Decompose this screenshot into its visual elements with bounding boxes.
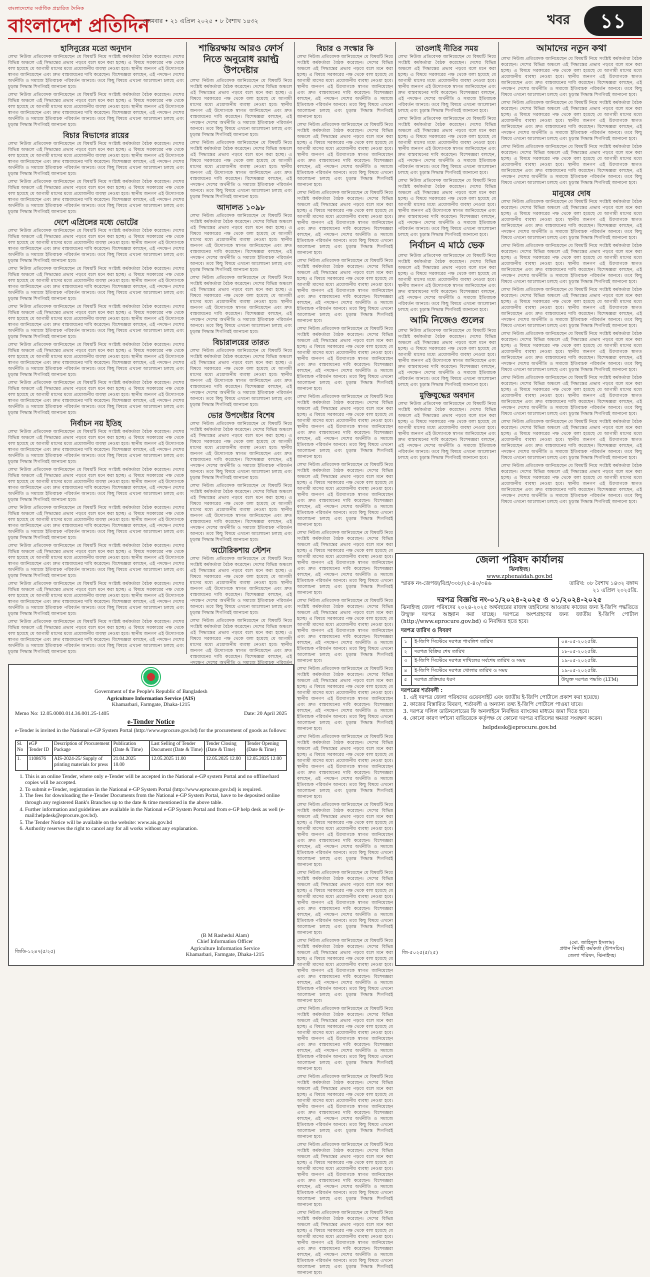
tender-addr: Khamarbari, Farmgate, Dhaka-1215 <box>111 702 191 709</box>
ad-body: ঝিনাইদহ জেলা পরিষদের ২০২৪-২০২৫ অর্থবছরের রাজস্ব তহবিলের আওতায় কাজের জন্য ই-জিপি পদ্ধতিতে উন্মুক্ত দরপত্র আহ্বান করা যাচ্ছে। দরপত্রে অংশগ্রহণের জন্য জাতীয় ই-জিপি পোর্টাল (http://www.eprocure.gov.bd) এ নিবন্ধিত হতে হবে। <box>401 605 638 625</box>
headline: নির্বাচন নয় ইতিহ <box>70 419 122 428</box>
headline: ভোর উপদেষ্টার বিশেষ <box>207 411 275 420</box>
article-body: লেখা নিউজ প্রতিবেদক জানিয়েছেন যে বিষয়টি নিয়ে সংশ্লিষ্ট কর্মকর্তারা বৈঠক করেছেন। দেশের বিভিন্ন অঞ্চলে এই সিদ্ধান্তের প্রভাব পড়বে বলে মনে করা হচ্ছে। এ বিষয়ে সরকারের পক্ষ থেকে বলা হয়েছে যে আগামী মাসের মধ্যে প্রয়োজনীয় ব্যবস্থা নেওয়া হবে। স্থানীয় জনগণ এই উদ্যোগকে স্বাগত জানিয়েছেন এবং দ্রুত বাস্তবায়নের দাবি করেছেন। বিশেষজ্ঞরা বলছেন, এই পদক্ষেপ দেশের অর্থনীতি ও সমাজে ইতিবাচক পরিবর্তন আনবে। তবে কিছু বিষয়ে এখনো আলোচনা চলছে এবং চূড়ান্ত সিদ্ধান্ত শিগগিরই জানানো হবে। <box>190 276 292 335</box>
headline: তাওলাই নীতির সময় <box>415 44 479 53</box>
masthead <box>8 4 642 39</box>
article-body: লেখা নিউজ প্রতিবেদক জানিয়েছেন যে বিষয়টি নিয়ে সংশ্লিষ্ট কর্মকর্তারা বৈঠক করেছেন। দেশের বিভিন্ন অঞ্চলে এই সিদ্ধান্তের প্রভাব পড়বে বলে মনে করা হচ্ছে। এ বিষয়ে সরকারের পক্ষ থেকে বলা হয়েছে যে আগামী মাসের মধ্যে প্রয়োজনীয় ব্যবস্থা নেওয়া হবে। স্থানীয় জনগণ এই উদ্যোগকে স্বাগত জানিয়েছেন এবং দ্রুত বাস্তবায়নের দাবি করেছেন। বিশেষজ্ঞরা বলছেন, এই পদক্ষেপ দেশের অর্থনীতি ও সমাজে ইতিবাচক পরিবর্তন আনবে। তবে কিছু বিষয়ে এখনো আলোচনা চলছে এবং চূড়ান্ত সিদ্ধান্ত শিগগিরই জানানো হবে। <box>190 422 292 481</box>
table-row: ৩ ই-জিপি সিস্টেমে দরপত্র দাখিলের সর্বশেষ তারিখ ও সময় ১৯-০৫-২০২৫খ্রি. <box>402 657 638 667</box>
article-body: লেখা নিউজ প্রতিবেদক জানিয়েছেন যে বিষয়টি নিয়ে সংশ্লিষ্ট কর্মকর্তারা বৈঠক করেছেন। দেশের বিভিন্ন অঞ্চলে এই সিদ্ধান্তের প্রভাব পড়বে বলে মনে করা হচ্ছে। এ বিষয়ে সরকারের পক্ষ থেকে বলা হয়েছে যে আগামী মাসের মধ্যে প্রয়োজনীয় ব্যবস্থা নেওয়া হবে। স্থানীয় জনগণ এই উদ্যোগকে স্বাগত জানিয়েছেন এবং দ্রুত বাস্তবায়নের দাবি করেছেন। বিশেষজ্ঞরা বলছেন, এই পদক্ষেপ দেশের অর্থনীতি ও সমাজে ইতিবাচক পরিবর্তন আনবে। তবে কিছু বিষয়ে এখনো আলোচনা চলছে এবং চূড়ান্ত সিদ্ধান্ত শিগগিরই জানানো হবে। <box>297 803 393 868</box>
article-body: লেখা নিউজ প্রতিবেদক জানিয়েছেন যে বিষয়টি নিয়ে সংশ্লিষ্ট কর্মকর্তারা বৈঠক করেছেন। দেশের বিভিন্ন অঞ্চলে এই সিদ্ধান্তের প্রভাব পড়বে বলে মনে করা হচ্ছে। এ বিষয়ে সরকারের পক্ষ থেকে বলা হয়েছে যে আগামী মাসের মধ্যে প্রয়োজনীয় ব্যবস্থা নেওয়া হবে। স্থানীয় জনগণ এই উদ্যোগকে স্বাগত জানিয়েছেন এবং দ্রুত বাস্তবায়নের দাবি করেছেন। বিশেষজ্ঞরা বলছেন, এই পদক্ষেপ দেশের অর্থনীতি ও সমাজে ইতিবাচক পরিবর্তন আনবে। তবে কিছু বিষয়ে এখনো আলোচনা চলছে এবং চূড়ান্ত সিদ্ধান্ত শিগগিরই জানানো হবে। <box>398 117 496 176</box>
tender-intro: e-Tender is invited in the National e-GP System Portal (http://www.eprocure.gov.bd) for the procurement of goods as follows: <box>15 727 287 734</box>
table-row: ৫ দরপত্র প্রক্রিয়ার ধরণ উন্মুক্ত দরপত্র পদ্ধতি (LTM) <box>402 676 638 686</box>
article-body: লেখা নিউজ প্রতিবেদক জানিয়েছেন যে বিষয়টি নিয়ে সংশ্লিষ্ট কর্মকর্তারা বৈঠক করেছেন। দেশের বিভিন্ন অঞ্চলে এই সিদ্ধান্তের প্রভাব পড়বে বলে মনে করা হচ্ছে। এ বিষয়ে সরকারের পক্ষ থেকে বলা হয়েছে যে আগামী মাসের মধ্যে প্রয়োজনীয় ব্যবস্থা নেওয়া হবে। স্থানীয় জনগণ এই উদ্যোগকে স্বাগত জানিয়েছেন এবং দ্রুত বাস্তবায়নের দাবি করেছেন। বিশেষজ্ঞরা বলছেন, এই পদক্ষেপ দেশের অর্থনীতি ও সমাজে ইতিবাচক পরিবর্তন আনবে। তবে কিছু বিষয়ে এখনো আলোচনা চলছে এবং চূড়ান্ত সিদ্ধান্ত শিগগিরই জানানো হবে। <box>8 93 184 128</box>
table-header: eGP Tender ID <box>27 740 52 755</box>
article-body: লেখা নিউজ প্রতিবেদক জানিয়েছেন যে বিষয়টি নিয়ে সংশ্লিষ্ট কর্মকর্তারা বৈঠক করেছেন। দেশের বিভিন্ন অঞ্চলে এই সিদ্ধান্তের প্রভাব পড়বে বলে মনে করা হচ্ছে। এ বিষয়ে সরকারের পক্ষ থেকে বলা হয়েছে যে আগামী মাসের মধ্যে প্রয়োজনীয় ব্যবস্থা নেওয়া হবে। স্থানীয় জনগণ এই উদ্যোগকে স্বাগত জানিয়েছেন এবং দ্রুত বাস্তবায়নের দাবি করেছেন। বিশেষজ্ঞরা বলছেন, এই পদক্ষেপ দেশের অর্থনীতি ও সমাজে ইতিবাচক পরিবর্তন আনবে। তবে কিছু বিষয়ে এখনো আলোচনা চলছে এবং চূড়ান্ত সিদ্ধান্ত শিগগিরই জানানো হবে। <box>190 141 292 200</box>
table-header: Tender Opening (Date & Time) <box>245 740 286 755</box>
article-body: লেখা নিউজ প্রতিবেদক জানিয়েছেন যে বিষয়টি নিয়ে সংশ্লিষ্ট কর্মকর্তারা বৈঠক করেছেন। দেশের বিভিন্ন অঞ্চলে এই সিদ্ধান্তের প্রভাব পড়বে বলে মনে করা হচ্ছে। এ বিষয়ে সরকারের পক্ষ থেকে বলা হয়েছে যে আগামী মাসের মধ্যে প্রয়োজনীয় ব্যবস্থা নেওয়া হবে। স্থানীয় জনগণ এই উদ্যোগকে স্বাগত জানিয়েছেন এবং দ্রুত বাস্তবায়নের দাবি করেছেন। বিশেষজ্ঞরা বলছেন, এই পদক্ষেপ দেশের অর্থনীতি ও সমাজে ইতিবাচক পরিবর্তন আনবে। তবে কিছু বিষয়ে এখনো আলোচনা চলছে এবং চূড়ান্ত সিদ্ধান্ত শিগগিরই জানানো হবে। <box>297 1007 393 1072</box>
ad-website[interactable]: www.zphenaidah.gov.bd <box>486 574 553 580</box>
article-body: লেখা নিউজ প্রতিবেদক জানিয়েছেন যে বিষয়টি নিয়ে সংশ্লিষ্ট কর্মকর্তারা বৈঠক করেছেন। দেশের বিভিন্ন অঞ্চলে এই সিদ্ধান্তের প্রভাব পড়বে বলে মনে করা হচ্ছে। এ বিষয়ে সরকারের পক্ষ থেকে বলা হয়েছে যে আগামী মাসের মধ্যে প্রয়োজনীয় ব্যবস্থা নেওয়া হবে। স্থানীয় জনগণ এই উদ্যোগকে স্বাগত জানিয়েছেন এবং দ্রুত বাস্তবায়নের দাবি করেছেন। বিশেষজ্ঞরা বলছেন, এই পদক্ষেপ দেশের অর্থনীতি ও সমাজে ইতিবাচক পরিবর্তন আনবে। তবে কিছু বিষয়ে এখনো আলোচনা চলছে এবং চূড়ান্ত সিদ্ধান্ত শিগগিরই জানানো হবে। <box>297 667 393 732</box>
table-header: Last Selling of Tender Document (Date & Time) <box>150 740 205 755</box>
article-body: লেখা নিউজ প্রতিবেদক জানিয়েছেন যে বিষয়টি নিয়ে সংশ্লিষ্ট কর্মকর্তারা বৈঠক করেছেন। দেশের বিভিন্ন অঞ্চলে এই সিদ্ধান্তের প্রভাব পড়বে বলে মনে করা হচ্ছে। এ বিষয়ে সরকারের পক্ষ থেকে বলা হয়েছে যে আগামী মাসের মধ্যে প্রয়োজনীয় ব্যবস্থা নেওয়া হবে। স্থানীয় জনগণ এই উদ্যোগকে স্বাগত জানিয়েছেন এবং দ্রুত বাস্তবায়নের দাবি করেছেন। বিশেষজ্ঞরা বলছেন, এই পদক্ষেপ দেশের অর্থনীতি ও সমাজে ইতিবাচক পরিবর্তন আনবে। তবে কিছু বিষয়ে এখনো আলোচনা চলছে এবং চূড়ান্ত সিদ্ধান্ত শিগগিরই জানানো হবে। <box>297 735 393 800</box>
ad-date2: ২১ এপ্রিল ২০২৫খ্রি. <box>592 588 638 594</box>
ad-code: জি-৫০২৫(৫/২৫) <box>402 950 438 956</box>
list-item: 3. দরপত্র দলিল ডাউনলোডের ফি অনলাইনে নিবন্ধিত ব্যাংকের মাধ্যমে জমা দিতে হবে। <box>410 709 638 716</box>
article-body: লেখা নিউজ প্রতিবেদক জানিয়েছেন যে বিষয়টি নিয়ে সংশ্লিষ্ট কর্মকর্তারা বৈঠক করেছেন। দেশের বিভিন্ন অঞ্চলে এই সিদ্ধান্তের প্রভাব পড়বে বলে মনে করা হচ্ছে। এ বিষয়ে সরকারের পক্ষ থেকে বলা হয়েছে যে আগামী মাসের মধ্যে প্রয়োজনীয় ব্যবস্থা নেওয়া হবে। স্থানীয় জনগণ এই উদ্যোগকে স্বাগত জানিয়েছেন এবং দ্রুত বাস্তবায়নের দাবি করেছেন। বিশেষজ্ঞরা বলছেন, এই পদক্ষেপ দেশের অর্থনীতি ও সমাজে ইতিবাচক পরিবর্তন আনবে। তবে কিছু বিষয়ে এখনো আলোচনা চলছে এবং চূড়ান্ত সিদ্ধান্ত শিগগিরই জানানো হবে। <box>8 305 184 340</box>
tender-gov: Government of the People's Republic of Bangladesh <box>94 689 208 695</box>
ad-signature: (মো. জাহিদুল ইসলাম) প্রধান নির্বাহী কর্মকর্তা (উপসচিব) জেলা পরিষদ, ঝিনাইদহ। <box>559 939 625 959</box>
list-item: 4. কোনো কারণ দর্শানো ব্যতিরেকে কর্তৃপক্ষ যে কোনো দরপত্র বাতিলের ক্ষমতা সংরক্ষণ করেন। <box>410 716 638 723</box>
article-body: লেখা নিউজ প্রতিবেদক জানিয়েছেন যে বিষয়টি নিয়ে সংশ্লিষ্ট কর্মকর্তারা বৈঠক করেছেন। দেশের বিভিন্ন অঞ্চলে এই সিদ্ধান্তের প্রভাব পড়বে বলে মনে করা হচ্ছে। এ বিষয়ে সরকারের পক্ষ থেকে বলা হয়েছে যে আগামী মাসের মধ্যে প্রয়োজনীয় ব্যবস্থা নেওয়া হবে। স্থানীয় জনগণ এই উদ্যোগকে স্বাগত জানিয়েছেন এবং দ্রুত বাস্তবায়নের দাবি করেছেন। বিশেষজ্ঞরা বলছেন, এই পদক্ষেপ দেশের অর্থনীতি ও সমাজে ইতিবাচক পরিবর্তন আনবে। তবে কিছু বিষয়ে এখনো আলোচনা চলছে এবং চূড়ান্ত সিদ্ধান্ত শিগগিরই জানানো হবে। <box>501 288 642 329</box>
article-body: লেখা নিউজ প্রতিবেদক জানিয়েছেন যে বিষয়টি নিয়ে সংশ্লিষ্ট কর্মকর্তারা বৈঠক করেছেন। দেশের বিভিন্ন অঞ্চলে এই সিদ্ধান্তের প্রভাব পড়বে বলে মনে করা হচ্ছে। এ বিষয়ে সরকারের পক্ষ থেকে বলা হয়েছে যে আগামী মাসের মধ্যে প্রয়োজনীয় ব্যবস্থা নেওয়া হবে। স্থানীয় জনগণ এই উদ্যোগকে স্বাগত জানিয়েছেন এবং দ্রুত বাস্তবায়নের দাবি করেছেন। বিশেষজ্ঞরা বলছেন, এই পদক্ষেপ দেশের অর্থনীতি ও সমাজে ইতিবাচক পরিবর্তন আনবে। তবে কিছু বিষয়ে এখনো আলোচনা চলছে এবং চূড়ান্ত সিদ্ধান্ত শিগগিরই জানানো হবে। <box>8 267 184 302</box>
newspaper-logo: বাংলাদেশের সর্বাধিক প্রচারিত দৈনিক বাংলাদেশ প্রতিদিন <box>8 6 150 37</box>
headline: হাসিনুরের মতো অনুদান <box>60 44 132 53</box>
headline: নির্বাচন এ মাঠে ভেক <box>409 241 485 251</box>
article-body: লেখা নিউজ প্রতিবেদক জানিয়েছেন যে বিষয়টি নিয়ে সংশ্লিষ্ট কর্মকর্তারা বৈঠক করেছেন। দেশের বিভিন্ন অঞ্চলে এই সিদ্ধান্তের প্রভাব পড়বে বলে মনে করা হচ্ছে। এ বিষয়ে সরকারের পক্ষ থেকে বলা হয়েছে যে আগামী মাসের মধ্যে প্রয়োজনীয় ব্যবস্থা নেওয়া হবে। স্থানীয় জনগণ এই উদ্যোগকে স্বাগত জানিয়েছেন এবং দ্রুত বাস্তবায়নের দাবি করেছেন। বিশেষজ্ঞরা বলছেন, এই পদক্ষেপ দেশের অর্থনীতি ও সমাজে ইতিবাচক পরিবর্তন আনবে। তবে কিছু বিষয়ে এখনো আলোচনা চলছে এবং চূড়ান্ত সিদ্ধান্ত শিগগিরই জানানো হবে। <box>8 544 184 579</box>
article-body: লেখা নিউজ প্রতিবেদক জানিয়েছেন যে বিষয়টি নিয়ে সংশ্লিষ্ট কর্মকর্তারা বৈঠক করেছেন। দেশের বিভিন্ন অঞ্চলে এই সিদ্ধান্তের প্রভাব পড়বে বলে মনে করা হচ্ছে। এ বিষয়ে সরকারের পক্ষ থেকে বলা হয়েছে যে আগামী মাসের মধ্যে প্রয়োজনীয় ব্যবস্থা নেওয়া হবে। স্থানীয় জনগণ এই উদ্যোগকে স্বাগত জানিয়েছেন এবং দ্রুত বাস্তবায়নের দাবি করেছেন। বিশেষজ্ঞরা বলছেন, এই পদক্ষেপ দেশের অর্থনীতি ও সমাজে ইতিবাচক পরিবর্তন আনবে। তবে কিছু বিষয়ে এখনো আলোচনা চলছে এবং চূড়ান্ত সিদ্ধান্ত শিগগিরই জানানো হবে। <box>190 214 292 273</box>
article-body: লেখা নিউজ প্রতিবেদক জানিয়েছেন যে বিষয়টি নিয়ে সংশ্লিষ্ট কর্মকর্তারা বৈঠক করেছেন। দেশের বিভিন্ন অঞ্চলে এই সিদ্ধান্তের প্রভাব পড়বে বলে মনে করা হচ্ছে। এ বিষয়ে সরকারের পক্ষ থেকে বলা হয়েছে যে আগামী মাসের মধ্যে প্রয়োজনীয় ব্যবস্থা নেওয়া হবে। স্থানীয় জনগণ এই উদ্যোগকে স্বাগত জানিয়েছেন এবং দ্রুত বাস্তবায়নের দাবি করেছেন। বিশেষজ্ঞরা বলছেন, এই পদক্ষেপ দেশের অর্থনীতি ও সমাজে ইতিবাচক পরিবর্তন আনবে। তবে কিছু বিষয়ে এখনো আলোচনা চলছে এবং চূড়ান্ত সিদ্ধান্ত শিগগিরই জানানো হবে। <box>501 57 642 98</box>
headline: অটোরিকশায় স্টেশন <box>211 546 271 555</box>
article-body: লেখা নিউজ প্রতিবেদক জানিয়েছেন যে বিষয়টি নিয়ে সংশ্লিষ্ট কর্মকর্তারা বৈঠক করেছেন। দেশের বিভিন্ন অঞ্চলে এই সিদ্ধান্তের প্রভাব পড়বে বলে মনে করা হচ্ছে। এ বিষয়ে সরকারের পক্ষ থেকে বলা হয়েছে যে আগামী মাসের মধ্যে প্রয়োজনীয় ব্যবস্থা নেওয়া হবে। স্থানীয় জনগণ এই উদ্যোগকে স্বাগত জানিয়েছেন এবং দ্রুত বাস্তবায়নের দাবি করেছেন। বিশেষজ্ঞরা বলছেন, এই পদক্ষেপ দেশের অর্থনীতি ও সমাজে ইতিবাচক পরিবর্তন আনবে। তবে কিছু বিষয়ে এখনো আলোচনা চলছে এবং চূড়ান্ত সিদ্ধান্ত শিগগিরই জানানো হবে। <box>398 55 496 114</box>
article-body: লেখা নিউজ প্রতিবেদক জানিয়েছেন যে বিষয়টি নিয়ে সংশ্লিষ্ট কর্মকর্তারা বৈঠক করেছেন। দেশের বিভিন্ন অঞ্চলে এই সিদ্ধান্তের প্রভাব পড়বে বলে মনে করা হচ্ছে। এ বিষয়ে সরকারের পক্ষ থেকে বলা হয়েছে যে আগামী মাসের মধ্যে প্রয়োজনীয় ব্যবস্থা নেওয়া হবে। স্থানীয় জনগণ এই উদ্যোগকে স্বাগত জানিয়েছেন এবং দ্রুত বাস্তবায়নের দাবি করেছেন। বিশেষজ্ঞরা বলছেন, এই পদক্ষেপ দেশের অর্থনীতি ও সমাজে ইতিবাচক পরিবর্তন আনবে। তবে কিছু বিষয়ে এখনো আলোচনা চলছে এবং চূড়ান্ত সিদ্ধান্ত শিগগিরই জানানো হবে। <box>297 395 393 460</box>
page-number: ১১ <box>584 6 642 36</box>
list-item: 2. কাজের বিস্তারিত বিবরণ, শর্তাবলী ও অন্যান্য তথ্য ই-জিপি পোর্টালে পাওয়া যাবে। <box>410 702 638 709</box>
article-body: লেখা নিউজ প্রতিবেদক জানিয়েছেন যে বিষয়টি নিয়ে সংশ্লিষ্ট কর্মকর্তারা বৈঠক করেছেন। দেশের বিভিন্ন অঞ্চলে এই সিদ্ধান্তের প্রভাব পড়বে বলে মনে করা হচ্ছে। এ বিষয়ে সরকারের পক্ষ থেকে বলা হয়েছে যে আগামী মাসের মধ্যে প্রয়োজনীয় ব্যবস্থা নেওয়া হবে। স্থানীয় জনগণ এই উদ্যোগকে স্বাগত জানিয়েছেন এবং দ্রুত বাস্তবায়নের দাবি করেছেন। বিশেষজ্ঞরা বলছেন, এই পদক্ষেপ দেশের অর্থনীতি ও সমাজে ইতিবাচক পরিবর্তন আনবে। তবে কিছু বিষয়ে এখনো আলোচনা চলছে এবং চূড়ান্ত সিদ্ধান্ত শিগগিরই জানানো হবে। <box>8 506 184 541</box>
ad-district: ঝিনাইদহ। <box>509 567 530 573</box>
list-item: 2. To submit e-Tender, registration in the National e-GP System Portal (http://www.eprocure.gov.bd) is required. <box>25 787 287 794</box>
government-seal-icon <box>141 667 161 687</box>
dateline: সোমবার • ২১ এপ্রিল ২০২৫ • ৮ বৈশাখ ১৪৩২ <box>143 18 259 25</box>
article-body: লেখা নিউজ প্রতিবেদক জানিয়েছেন যে বিষয়টি নিয়ে সংশ্লিষ্ট কর্মকর্তারা বৈঠক করেছেন। দেশের বিভিন্ন অঞ্চলে এই সিদ্ধান্তের প্রভাব পড়বে বলে মনে করা হচ্ছে। এ বিষয়ে সরকারের পক্ষ থেকে বলা হয়েছে যে আগামী মাসের মধ্যে প্রয়োজনীয় ব্যবস্থা নেওয়া হবে। স্থানীয় জনগণ এই উদ্যোগকে স্বাগত জানিয়েছেন এবং দ্রুত বাস্তবায়নের দাবি করেছেন। বিশেষজ্ঞরা বলছেন, এই পদক্ষেপ দেশের অর্থনীতি ও সমাজে ইতিবাচক পরিবর্তন আনবে। তবে কিছু বিষয়ে এখনো আলোচনা চলছে এবং চূড়ান্ত সিদ্ধান্ত শিগগিরই জানানো হবে। <box>297 1143 393 1208</box>
article-body: লেখা নিউজ প্রতিবেদক জানিয়েছেন যে বিষয়টি নিয়ে সংশ্লিষ্ট কর্মকর্তারা বৈঠক করেছেন। দেশের বিভিন্ন অঞ্চলে এই সিদ্ধান্তের প্রভাব পড়বে বলে মনে করা হচ্ছে। এ বিষয়ে সরকারের পক্ষ থেকে বলা হয়েছে যে আগামী মাসের মধ্যে প্রয়োজনীয় ব্যবস্থা নেওয়া হবে। স্থানীয় জনগণ এই উদ্যোগকে স্বাগত জানিয়েছেন এবং দ্রুত বাস্তবায়নের দাবি করেছেন। বিশেষজ্ঞরা বলছেন, এই পদক্ষেপ দেশের অর্থনীতি ও সমাজে ইতিবাচক পরিবর্তন আনবে। তবে কিছু বিষয়ে এখনো আলোচনা চলছে এবং চূড়ান্ত সিদ্ধান্ত শিগগিরই জানানো হবে। <box>190 79 292 138</box>
article-body: লেখা নিউজ প্রতিবেদক জানিয়েছেন যে বিষয়টি নিয়ে সংশ্লিষ্ট কর্মকর্তারা বৈঠক করেছেন। দেশের বিভিন্ন অঞ্চলে এই সিদ্ধান্তের প্রভাব পড়বে বলে মনে করা হচ্ছে। এ বিষয়ে সরকারের পক্ষ থেকে বলা হয়েছে যে আগামী মাসের মধ্যে প্রয়োজনীয় ব্যবস্থা নেওয়া হবে। স্থানীয় জনগণ এই উদ্যোগকে স্বাগত জানিয়েছেন এবং দ্রুত বাস্তবায়নের দাবি করেছেন। বিশেষজ্ঞরা বলছেন, এই পদক্ষেপ দেশের অর্থনীতি ও সমাজে ইতিবাচক পরিবর্তন আনবে। তবে কিছু বিষয়ে এখনো আলোচনা চলছে এবং চূড়ান্ত সিদ্ধান্ত শিগগিরই জানানো হবে। <box>297 871 393 936</box>
article-body: লেখা নিউজ প্রতিবেদক জানিয়েছেন যে বিষয়টি নিয়ে সংশ্লিষ্ট কর্মকর্তারা বৈঠক করেছেন। দেশের বিভিন্ন অঞ্চলে এই সিদ্ধান্তের প্রভাব পড়বে বলে মনে করা হচ্ছে। এ বিষয়ে সরকারের পক্ষ থেকে বলা হয়েছে যে আগামী মাসের মধ্যে প্রয়োজনীয় ব্যবস্থা নেওয়া হবে। স্থানীয় জনগণ এই উদ্যোগকে স্বাগত জানিয়েছেন এবং দ্রুত বাস্তবায়নের দাবি করেছেন। বিশেষজ্ঞরা বলছেন, এই পদক্ষেপ দেশের অর্থনীতি ও সমাজে ইতিবাচক পরিবর্তন আনবে। তবে কিছু বিষয়ে এখনো আলোচনা চলছে এবং চূড়ান্ত সিদ্ধান্ত শিগগিরই জানানো হবে। <box>501 376 642 417</box>
article-body: লেখা নিউজ প্রতিবেদক জানিয়েছেন যে বিষয়টি নিয়ে সংশ্লিষ্ট কর্মকর্তারা বৈঠক করেছেন। দেশের বিভিন্ন অঞ্চলে এই সিদ্ধান্তের প্রভাব পড়বে বলে মনে করা হচ্ছে। এ বিষয়ে সরকারের পক্ষ থেকে বলা হয়েছে যে আগামী মাসের মধ্যে প্রয়োজনীয় ব্যবস্থা নেওয়া হবে। স্থানীয় জনগণ এই উদ্যোগকে স্বাগত জানিয়েছেন এবং দ্রুত বাস্তবায়নের দাবি করেছেন। বিশেষজ্ঞরা বলছেন, এই পদক্ষেপ দেশের অর্থনীতি ও সমাজে ইতিবাচক পরিবর্তন আনবে। তবে কিছু বিষয়ে এখনো আলোচনা চলছে এবং চূড়ান্ত সিদ্ধান্ত শিগগিরই জানানো হবে। <box>297 531 393 596</box>
article-body: লেখা নিউজ প্রতিবেদক জানিয়েছেন যে বিষয়টি নিয়ে সংশ্লিষ্ট কর্মকর্তারা বৈঠক করেছেন। দেশের বিভিন্ন অঞ্চলে এই সিদ্ধান্তের প্রভাব পড়বে বলে মনে করা হচ্ছে। এ বিষয়ে সরকারের পক্ষ থেকে বলা হয়েছে যে আগামী মাসের মধ্যে প্রয়োজনীয় ব্যবস্থা নেওয়া হবে। স্থানীয় জনগণ এই উদ্যোগকে স্বাগত জানিয়েছেন এবং দ্রুত বাস্তবায়নের দাবি করেছেন। বিশেষজ্ঞরা বলছেন, এই পদক্ষেপ দেশের অর্থনীতি ও সমাজে ইতিবাচক পরিবর্তন আনবে। তবে কিছু বিষয়ে এখনো আলোচনা চলছে এবং চূড়ান্ত সিদ্ধান্ত শিগগিরই জানানো হবে। <box>501 332 642 373</box>
article-column-5 <box>501 44 642 547</box>
headline: বিচার বিভাগের রায়ের <box>63 131 129 140</box>
article-body: লেখা নিউজ প্রতিবেদক জানিয়েছেন যে বিষয়টি নিয়ে সংশ্লিষ্ট কর্মকর্তারা বৈঠক করেছেন। দেশের বিভিন্ন অঞ্চলে এই সিদ্ধান্তের প্রভাব পড়বে বলে মনে করা হচ্ছে। এ বিষয়ে সরকারের পক্ষ থেকে বলা হয়েছে যে আগামী মাসের মধ্যে প্রয়োজনীয় ব্যবস্থা নেওয়া হবে। স্থানীয় জনগণ এই উদ্যোগকে স্বাগত জানিয়েছেন এবং দ্রুত বাস্তবায়নের দাবি করেছেন। বিশেষজ্ঞরা বলছেন, এই পদক্ষেপ দেশের অর্থনীতি ও সমাজে ইতিবাচক পরিবর্তন আনবে। তবে কিছু বিষয়ে এখনো আলোচনা চলছে এবং চূড়ান্ত সিদ্ধান্ত শিগগিরই জানানো হবে। <box>297 463 393 528</box>
list-item: 4. Further information and guidelines are available in the National e-GP System Portal and from e-GP help desk as well (e-mail:helpdesk@eprocure.gov.bd). <box>25 807 287 820</box>
ad-conditions-title: দরপত্রের শর্তাবলী : <box>401 687 443 694</box>
article-body: লেখা নিউজ প্রতিবেদক জানিয়েছেন যে বিষয়টি নিয়ে সংশ্লিষ্ট কর্মকর্তারা বৈঠক করেছেন। দেশের বিভিন্ন অঞ্চলে এই সিদ্ধান্তের প্রভাব পড়বে বলে মনে করা হচ্ছে। এ বিষয়ে সরকারের পক্ষ থেকে বলা হয়েছে যে আগামী মাসের মধ্যে প্রয়োজনীয় ব্যবস্থা নেওয়া হবে। স্থানীয় জনগণ এই উদ্যোগকে স্বাগত জানিয়েছেন এবং দ্রুত বাস্তবায়নের দাবি করেছেন। বিশেষজ্ঞরা বলছেন, এই পদক্ষেপ দেশের অর্থনীতি ও সমাজে ইতিবাচক পরিবর্তন আনবে। তবে কিছু বিষয়ে এখনো আলোচনা চলছে এবং চূড়ান্ত সিদ্ধান্ত শিগগিরই জানানো হবে। <box>8 229 184 264</box>
list-item: 1. এই দরপত্র জেলা পরিষদের ওয়েবসাইট এবং জাতীয় ই-জিপি পোর্টালে প্রকাশ করা হয়েছে। <box>410 695 638 702</box>
article-body: লেখা নিউজ প্রতিবেদক জানিয়েছেন যে বিষয়টি নিয়ে সংশ্লিষ্ট কর্মকর্তারা বৈঠক করেছেন। দেশের বিভিন্ন অঞ্চলে এই সিদ্ধান্তের প্রভাব পড়বে বলে মনে করা হচ্ছে। এ বিষয়ে সরকারের পক্ষ থেকে বলা হয়েছে যে আগামী মাসের মধ্যে প্রয়োজনীয় ব্যবস্থা নেওয়া হবে। স্থানীয় জনগণ এই উদ্যোগকে স্বাগত জানিয়েছেন এবং দ্রুত বাস্তবায়নের দাবি করেছেন। বিশেষজ্ঞরা বলছেন, এই পদক্ষেপ দেশের অর্থনীতি ও সমাজে ইতিবাচক পরিবর্তন আনবে। তবে কিছু বিষয়ে এখনো আলোচনা চলছে এবং চূড়ান্ত সিদ্ধান্ত শিগগিরই জানানো হবে। <box>8 430 184 465</box>
tender-table <box>15 740 287 771</box>
table-header: Sl. No <box>16 740 28 755</box>
article-column-1 <box>8 44 184 656</box>
table-header: Tender Closing (Date & Time) <box>204 740 245 755</box>
article-body: লেখা নিউজ প্রতিবেদক জানিয়েছেন যে বিষয়টি নিয়ে সংশ্লিষ্ট কর্মকর্তারা বৈঠক করেছেন। দেশের বিভিন্ন অঞ্চলে এই সিদ্ধান্তের প্রভাব পড়বে বলে মনে করা হচ্ছে। এ বিষয়ে সরকারের পক্ষ থেকে বলা হয়েছে যে আগামী মাসের মধ্যে প্রয়োজনীয় ব্যবস্থা নেওয়া হবে। স্থানীয় জনগণ এই উদ্যোগকে স্বাগত জানিয়েছেন এবং দ্রুত বাস্তবায়নের দাবি করেছেন। বিশেষজ্ঞরা বলছেন, এই পদক্ষেপ দেশের অর্থনীতি ও সমাজে ইতিবাচক পরিবর্তন আনবে। তবে কিছু বিষয়ে এখনো আলোচনা চলছে এবং চূড়ান্ত সিদ্ধান্ত শিগগিরই জানানো হবে। <box>297 191 393 256</box>
table-header: Publication (Date & Time) <box>112 740 150 755</box>
table-row: ১ ই-জিপি সিস্টেমে দরপত্র পাবলিশ তারিখ ০৪-০৫-২০২৫খ্রি. <box>402 638 638 648</box>
tender-memo: Memo No: 12.05.0000.014.36.001.25-1405 <box>15 710 110 717</box>
tender-code: জিডি-১২৪৭(৫/২৫) <box>15 950 56 956</box>
article-body: লেখা নিউজ প্রতিবেদক জানিয়েছেন যে বিষয়টি নিয়ে সংশ্লিষ্ট কর্মকর্তারা বৈঠক করেছেন। দেশের বিভিন্ন অঞ্চলে এই সিদ্ধান্তের প্রভাব পড়বে বলে মনে করা হচ্ছে। এ বিষয়ে সরকারের পক্ষ থেকে বলা হয়েছে যে আগামী মাসের মধ্যে প্রয়োজনীয় ব্যবস্থা নেওয়া হবে। স্থানীয় জনগণ এই উদ্যোগকে স্বাগত জানিয়েছেন এবং দ্রুত বাস্তবায়নের দাবি করেছেন। বিশেষজ্ঞরা বলছেন, এই পদক্ষেপ দেশের অর্থনীতি ও সমাজে ইতিবাচক পরিবর্তন আনবে। তবে কিছু বিষয়ে এখনো আলোচনা চলছে এবং চূড়ান্ত সিদ্ধান্ত শিগগিরই জানানো হবে। <box>297 599 393 664</box>
table-row: ২ দরপত্র বিক্রির শেষ তারিখ ১৮-০৫-২০২৫খ্রি. <box>402 647 638 657</box>
article-body: লেখা নিউজ প্রতিবেদক জানিয়েছেন যে বিষয়টি নিয়ে সংশ্লিষ্ট কর্মকর্তারা বৈঠক করেছেন। দেশের বিভিন্ন অঞ্চলে এই সিদ্ধান্তের প্রভাব পড়বে বলে মনে করা হচ্ছে। এ বিষয়ে সরকারের পক্ষ থেকে বলা হয়েছে যে আগামী মাসের মধ্যে প্রয়োজনীয় ব্যবস্থা নেওয়া হবে। স্থানীয় জনগণ এই উদ্যোগকে স্বাগত জানিয়েছেন এবং দ্রুত বাস্তবায়নের দাবি করেছেন। বিশেষজ্ঞরা বলছেন, এই পদক্ষেপ দেশের অর্থনীতি ও সমাজে ইতিবাচক পরিবর্তন আনবে। তবে কিছু বিষয়ে এখনো আলোচনা চলছে এবং চূড়ান্ত সিদ্ধান্ত শিগগিরই জানানো হবে। <box>501 244 642 285</box>
ad-table-title: দরপত্র তারিখ ও বিবরণ <box>401 628 452 634</box>
tender-org: Agriculture Information Service (AIS) <box>106 695 196 702</box>
headline: শান্তিরক্ষায় আরও ফোর্স নিতে অনুরোধ রয়াল্ট্র উপদেষ্টার <box>199 44 283 76</box>
article-body: লেখা নিউজ প্রতিবেদক জানিয়েছেন যে বিষয়টি নিয়ে সংশ্লিষ্ট কর্মকর্তারা বৈঠক করেছেন। দেশের বিভিন্ন অঞ্চলে এই সিদ্ধান্তের প্রভাব পড়বে বলে মনে করা হচ্ছে। এ বিষয়ে সরকারের পক্ষ থেকে বলা হয়েছে যে আগামী মাসের মধ্যে প্রয়োজনীয় ব্যবস্থা নেওয়া হবে। স্থানীয় জনগণ এই উদ্যোগকে স্বাগত জানিয়েছেন এবং দ্রুত বাস্তবায়নের দাবি করেছেন। বিশেষজ্ঞরা বলছেন, এই পদক্ষেপ দেশের অর্থনীতি ও সমাজে ইতিবাচক পরিবর্তন আনবে। তবে কিছু বিষয়ে এখনো আলোচনা চলছে এবং চূড়ান্ত সিদ্ধান্ত শিগগিরই জানানো হবে। <box>398 402 496 461</box>
ad-helpdesk[interactable]: helpdesk@eprocure.gov.bd <box>482 724 557 731</box>
article-column-4 <box>398 44 496 547</box>
ad-table <box>401 637 638 686</box>
section-title: খবর <box>547 13 570 28</box>
ad-conditions <box>410 695 638 723</box>
ad-memo: স্মারক নং-জেপজ/বিপ্র/৩০৮/২৫-৪০/৩৪৬ <box>401 581 492 587</box>
table-row: ৪ ই-জিপি সিস্টেমে দরপত্র খোলার তারিখ ও সময় ১৯-০৫-২০২৫খ্রি. <box>402 666 638 676</box>
article-body: লেখা নিউজ প্রতিবেদক জানিয়েছেন যে বিষয়টি নিয়ে সংশ্লিষ্ট কর্মকর্তারা বৈঠক করেছেন। দেশের বিভিন্ন অঞ্চলে এই সিদ্ধান্তের প্রভাব পড়বে বলে মনে করা হচ্ছে। এ বিষয়ে সরকারের পক্ষ থেকে বলা হয়েছে যে আগামী মাসের মধ্যে প্রয়োজনীয় ব্যবস্থা নেওয়া হবে। স্থানীয় জনগণ এই উদ্যোগকে স্বাগত জানিয়েছেন এবং দ্রুত বাস্তবায়নের দাবি করেছেন। বিশেষজ্ঞরা বলছেন, এই পদক্ষেপ দেশের অর্থনীতি ও সমাজে ইতিবাচক পরিবর্তন আনবে। তবে কিছু বিষয়ে এখনো আলোচনা চলছে এবং চূড়ান্ত সিদ্ধান্ত শিগগিরই জানানো হবে। <box>297 1075 393 1140</box>
article-body: লেখা নিউজ প্রতিবেদক জানিয়েছেন যে বিষয়টি নিয়ে সংশ্লিষ্ট কর্মকর্তারা বৈঠক করেছেন। দেশের বিভিন্ন অঞ্চলে এই সিদ্ধান্তের প্রভাব পড়বে বলে মনে করা হচ্ছে। এ বিষয়ে সরকারের পক্ষ থেকে বলা হয়েছে যে আগামী মাসের মধ্যে প্রয়োজনীয় ব্যবস্থা নেওয়া হবে। স্থানীয় জনগণ এই উদ্যোগকে স্বাগত জানিয়েছেন এবং দ্রুত বাস্তবায়নের দাবি করেছেন। বিশেষজ্ঞরা বলছেন, এই পদক্ষেপ দেশের অর্থনীতি ও সমাজে ইতিবাচক পরিবর্তন আনবে। তবে কিছু বিষয়ে এখনো আলোচনা চলছে এবং চূড়ান্ত সিদ্ধান্ত শিগগিরই জানানো হবে। <box>501 200 642 241</box>
tender-signature: (B M Rashedul Alam) Chief Information Officer Agriculture Information Service Khamarbari, Farmgate, Dhaka-1215 <box>185 932 265 959</box>
article-column-2 <box>190 44 292 660</box>
article-body: লেখা নিউজ প্রতিবেদক জানিয়েছেন যে বিষয়টি নিয়ে সংশ্লিষ্ট কর্মকর্তারা বৈঠক করেছেন। দেশের বিভিন্ন অঞ্চলে এই সিদ্ধান্তের প্রভাব পড়বে বলে মনে করা হচ্ছে। এ বিষয়ে সরকারের পক্ষ থেকে বলা হয়েছে যে আগামী মাসের মধ্যে প্রয়োজনীয় ব্যবস্থা নেওয়া হবে। স্থানীয় জনগণ এই উদ্যোগকে স্বাগত জানিয়েছেন এবং দ্রুত বাস্তবায়নের দাবি করেছেন। বিশেষজ্ঞরা বলছেন, এই পদক্ষেপ দেশের অর্থনীতি ও সমাজে ইতিবাচক পরিবর্তন আনবে। তবে কিছু বিষয়ে এখনো আলোচনা চলছে এবং চূড়ান্ত সিদ্ধান্ত শিগগিরই জানানো হবে। <box>398 254 496 313</box>
article-body: লেখা নিউজ প্রতিবেদক জানিয়েছেন যে বিষয়টি নিয়ে সংশ্লিষ্ট কর্মকর্তারা বৈঠক করেছেন। দেশের বিভিন্ন অঞ্চলে এই সিদ্ধান্তের প্রভাব পড়বে বলে মনে করা হচ্ছে। এ বিষয়ে সরকারের পক্ষ থেকে বলা হয়েছে যে আগামী মাসের মধ্যে প্রয়োজনীয় ব্যবস্থা নেওয়া হবে। স্থানীয় জনগণ এই উদ্যোগকে স্বাগত জানিয়েছেন এবং দ্রুত বাস্তবায়নের দাবি করেছেন। বিশেষজ্ঞরা বলছেন, এই পদক্ষেপ দেশের অর্থনীতি ও সমাজে ইতিবাচক পরিবর্তন আনবে। তবে কিছু বিষয়ে এখনো আলোচনা চলছে এবং চূড়ান্ত সিদ্ধান্ত শিগগিরই জানানো হবে। <box>8 142 184 177</box>
headline: মুক্তিযুদ্ধের অবদান <box>419 391 475 400</box>
article-body: লেখা নিউজ প্রতিবেদক জানিয়েছেন যে বিষয়টি নিয়ে সংশ্লিষ্ট কর্মকর্তারা বৈঠক করেছেন। দেশের বিভিন্ন অঞ্চলে এই সিদ্ধান্তের প্রভাব পড়বে বলে মনে করা হচ্ছে। এ বিষয়ে সরকারের পক্ষ থেকে বলা হয়েছে যে আগামী মাসের মধ্যে প্রয়োজনীয় ব্যবস্থা নেওয়া হবে। স্থানীয় জনগণ এই উদ্যোগকে স্বাগত জানিয়েছেন এবং দ্রুত বাস্তবায়নের দাবি করেছেন। বিশেষজ্ঞরা বলছেন, এই পদক্ষেপ দেশের অর্থনীতি ও সমাজে ইতিবাচক পরিবর্তন আনবে। তবে কিছু বিষয়ে এখনো আলোচনা চলছে এবং চূড়ান্ত সিদ্ধান্ত শিগগিরই জানানো হবে। <box>8 55 184 90</box>
list-item: 1. This is an online Tender, where only e-Tender will be accepted in the National e-GP system Portal and no offline/hard copies will be accepted. <box>25 774 287 787</box>
article-body: লেখা নিউজ প্রতিবেদক জানিয়েছেন যে বিষয়টি নিয়ে সংশ্লিষ্ট কর্মকর্তারা বৈঠক করেছেন। দেশের বিভিন্ন অঞ্চলে এই সিদ্ধান্তের প্রভাব পড়বে বলে মনে করা হচ্ছে। এ বিষয়ে সরকারের পক্ষ থেকে বলা হয়েছে যে আগামী মাসের মধ্যে প্রয়োজনীয় ব্যবস্থা নেওয়া হবে। স্থানীয় জনগণ এই উদ্যোগকে স্বাগত জানিয়েছেন এবং দ্রুত বাস্তবায়নের দাবি করেছেন। বিশেষজ্ঞরা বলছেন, এই পদক্ষেপ দেশের অর্থনীতি ও সমাজে ইতিবাচক পরিবর্তন আনবে। তবে কিছু বিষয়ে এখনো আলোচনা চলছে এবং চূড়ান্ত সিদ্ধান্ত শিগগিরই জানানো হবে। <box>297 939 393 1004</box>
headline: আমাদের নতুন কথা <box>536 44 607 54</box>
headline: আদালত ১০৯৮ <box>216 203 266 212</box>
article-body: লেখা নিউজ প্রতিবেদক জানিয়েছেন যে বিষয়টি নিয়ে সংশ্লিষ্ট কর্মকর্তারা বৈঠক করেছেন। দেশের বিভিন্ন অঞ্চলে এই সিদ্ধান্তের প্রভাব পড়বে বলে মনে করা হচ্ছে। এ বিষয়ে সরকারের পক্ষ থেকে বলা হয়েছে যে আগামী মাসের মধ্যে প্রয়োজনীয় ব্যবস্থা নেওয়া হবে। স্থানীয় জনগণ এই উদ্যোগকে স্বাগত জানিয়েছেন এবং দ্রুত বাস্তবায়নের দাবি করেছেন। বিশেষজ্ঞরা বলছেন, এই পদক্ষেপ দেশের অর্থনীতি ও সমাজে ইতিবাচক পরিবর্তন আনবে। তবে কিছু বিষয়ে এখনো আলোচনা চলছে এবং চূড়ান্ত সিদ্ধান্ত শিগগিরই জানানো হবে। <box>8 620 184 655</box>
headline: মানুষের দোষ <box>552 189 591 198</box>
article-body: লেখা নিউজ প্রতিবেদক জানিয়েছেন যে বিষয়টি নিয়ে সংশ্লিষ্ট কর্মকর্তারা বৈঠক করেছেন। দেশের বিভিন্ন অঞ্চলে এই সিদ্ধান্তের প্রভাব পড়বে বলে মনে করা হচ্ছে। এ বিষয়ে সরকারের পক্ষ থেকে বলা হয়েছে যে আগামী মাসের মধ্যে প্রয়োজনীয় ব্যবস্থা নেওয়া হবে। স্থানীয় জনগণ এই উদ্যোগকে স্বাগত জানিয়েছেন এবং দ্রুত বাস্তবায়নের দাবি করেছেন। বিশেষজ্ঞরা বলছেন, এই পদক্ষেপ দেশের অর্থনীতি ও সমাজে ইতিবাচক পরিবর্তন আনবে। তবে কিছু বিষয়ে এখনো আলোচনা চলছে এবং চূড়ান্ত সিদ্ধান্ত শিগগিরই জানানো হবে। <box>8 343 184 378</box>
ad-org-title: জেলা পরিষদ কার্যালয় <box>475 555 564 566</box>
headline: বিচার ও সংস্কার কি <box>316 44 374 53</box>
article-body: লেখা নিউজ প্রতিবেদক জানিয়েছেন যে বিষয়টি নিয়ে সংশ্লিষ্ট কর্মকর্তারা বৈঠক করেছেন। দেশের বিভিন্ন অঞ্চলে এই সিদ্ধান্তের প্রভাব পড়বে বলে মনে করা হচ্ছে। এ বিষয়ে সরকারের পক্ষ থেকে বলা হয়েছে যে আগামী মাসের মধ্যে প্রয়োজনীয় ব্যবস্থা নেওয়া হবে। স্থানীয় জনগণ এই উদ্যোগকে স্বাগত জানিয়েছেন এবং দ্রুত বাস্তবায়নের দাবি করেছেন। বিশেষজ্ঞরা বলছেন, এই পদক্ষেপ দেশের অর্থনীতি ও সমাজে ইতিবাচক পরিবর্তন আনবে। তবে কিছু বিষয়ে এখনো আলোচনা চলছে এবং চূড়ান্ত সিদ্ধান্ত শিগগিরই জানানো হবে। <box>501 145 642 186</box>
tender-date: Date: 20 April 2025 <box>244 710 287 717</box>
headline: বিচারালয়ের তারত <box>212 338 270 347</box>
table-header: Description of Procurement Package <box>52 740 111 755</box>
article-body: লেখা নিউজ প্রতিবেদক জানিয়েছেন যে বিষয়টি নিয়ে সংশ্লিষ্ট কর্মকর্তারা বৈঠক করেছেন। দেশের বিভিন্ন অঞ্চলে এই সিদ্ধান্তের প্রভাব পড়বে বলে মনে করা হচ্ছে। এ বিষয়ে সরকারের পক্ষ থেকে বলা হয়েছে যে আগামী মাসের মধ্যে প্রয়োজনীয় ব্যবস্থা নেওয়া হবে। স্থানীয় জনগণ এই উদ্যোগকে স্বাগত জানিয়েছেন এবং দ্রুত বাস্তবায়নের দাবি করেছেন। বিশেষজ্ঞরা বলছেন, এই পদক্ষেপ দেশের অর্থনীতি ও সমাজে ইতিবাচক পরিবর্তন আনবে। তবে কিছু বিষয়ে এখনো আলোচনা চলছে এবং চূড়ান্ত সিদ্ধান্ত শিগগিরই জানানো হবে। <box>8 468 184 503</box>
zila-parishad-notice <box>395 553 644 966</box>
article-body: লেখা নিউজ প্রতিবেদক জানিয়েছেন যে বিষয়টি নিয়ে সংশ্লিষ্ট কর্মকর্তারা বৈঠক করেছেন। দেশের বিভিন্ন অঞ্চলে এই সিদ্ধান্তের প্রভাব পড়বে বলে মনে করা হচ্ছে। এ বিষয়ে সরকারের পক্ষ থেকে বলা হয়েছে যে আগামী মাসের মধ্যে প্রয়োজনীয় ব্যবস্থা নেওয়া হবে। স্থানীয় জনগণ এই উদ্যোগকে স্বাগত জানিয়েছেন এবং দ্রুত বাস্তবায়নের দাবি করেছেন। বিশেষজ্ঞরা বলছেন, এই <box>190 619 292 660</box>
ad-date1: তারিখ: ০৮ বৈশাখ ১৪৩২ বঙ্গাব্দ <box>569 581 638 587</box>
article-body: লেখা নিউজ প্রতিবেদক জানিয়েছেন যে বিষয়টি নিয়ে সংশ্লিষ্ট কর্মকর্তারা বৈঠক করেছেন। দেশের বিভিন্ন অঞ্চলে এই সিদ্ধান্তের প্রভাব পড়বে বলে মনে করা হচ্ছে। এ বিষয়ে সরকারের পক্ষ থেকে বলা হয়েছে যে আগামী মাসের মধ্যে প্রয়োজনীয় ব্যবস্থা নেওয়া হবে। স্থানীয় জনগণ এই উদ্যোগকে স্বাগত জানিয়েছেন এবং দ্রুত বাস্তবায়নের দাবি করেছেন। বিশেষজ্ঞরা বলছেন, এই পদক্ষেপ দেশের অর্থনীতি ও সমাজে ইতিবাচক পরিবর্তন আনবে। তবে কিছু বিষয়ে এখনো আলোচনা চলছে এবং চূড়ান্ত সিদ্ধান্ত শিগগিরই জানানো হবে। <box>297 55 393 120</box>
e-tender-notice <box>8 664 294 966</box>
article-body: লেখা নিউজ প্রতিবেদক জানিয়েছেন যে বিষয়টি নিয়ে সংশ্লিষ্ট কর্মকর্তারা বৈঠক করেছেন। দেশের বিভিন্ন অঞ্চলে এই সিদ্ধান্তের প্রভাব পড়বে বলে মনে করা হচ্ছে। এ বিষয়ে সরকারের পক্ষ থেকে বলা হয়েছে যে আগামী মাসের মধ্যে প্রয়োজনীয় ব্যবস্থা নেওয়া হবে। স্থানীয় জনগণ এই উদ্যোগকে স্বাগত জানিয়েছেন এবং দ্রুত বাস্তবায়নের দাবি করেছেন। বিশেষজ্ঞরা বলছেন, এই পদক্ষেপ দেশের অর্থনীতি ও সমাজে ইতিবাচক পরিবর্তন আনবে। তবে কিছু বিষয়ে এখনো আলোচনা চলছে এবং চূড়ান্ত সিদ্ধান্ত শিগগিরই জানানো হবে। <box>501 464 642 505</box>
article-body: লেখা নিউজ প্রতিবেদক জানিয়েছেন যে বিষয়টি নিয়ে সংশ্লিষ্ট কর্মকর্তারা বৈঠক করেছেন। দেশের বিভিন্ন অঞ্চলে এই সিদ্ধান্তের প্রভাব পড়বে বলে মনে করা হচ্ছে। এ বিষয়ে সরকারের পক্ষ থেকে বলা হয়েছে যে আগামী মাসের মধ্যে প্রয়োজনীয় ব্যবস্থা নেওয়া হবে। স্থানীয় জনগণ এই উদ্যোগকে স্বাগত জানিয়েছেন এবং দ্রুত বাস্তবায়নের দাবি করেছেন। বিশেষজ্ঞরা বলছেন, এই পদক্ষেপ দেশের অর্থনীতি ও সমাজে ইতিবাচক পরিবর্তন আনবে। তবে কিছু বিষয়ে এখনো আলোচনা চলছে এবং চূড়ান্ত সিদ্ধান্ত শিগগিরই জানানো হবে। <box>8 582 184 617</box>
article-body: লেখা নিউজ প্রতিবেদক জানিয়েছেন যে বিষয়টি নিয়ে সংশ্লিষ্ট কর্মকর্তারা বৈঠক করেছেন। দেশের বিভিন্ন অঞ্চলে এই সিদ্ধান্তের প্রভাব পড়বে বলে মনে করা হচ্ছে। এ বিষয়ে সরকারের পক্ষ থেকে বলা হয়েছে যে আগামী মাসের মধ্যে প্রয়োজনীয় ব্যবস্থা নেওয়া হবে। স্থানীয় জনগণ এই উদ্যোগকে স্বাগত জানিয়েছেন এবং দ্রুত বাস্তবায়নের দাবি করেছেন। বিশেষজ্ঞরা বলছেন, এই পদক্ষেপ দেশের অর্থনীতি ও সমাজে ইতিবাচক পরিবর্তন আনবে। তবে কিছু বিষয়ে এখনো আলোচনা চলছে এবং চূড়ান্ত সিদ্ধান্ত শিগগিরই জানানো হবে। <box>398 179 496 238</box>
tender-notes <box>25 774 287 833</box>
article-body: লেখা নিউজ প্রতিবেদক জানিয়েছেন যে বিষয়টি নিয়ে সংশ্লিষ্ট কর্মকর্তারা বৈঠক করেছেন। দেশের বিভিন্ন অঞ্চলে এই সিদ্ধান্তের প্রভাব পড়বে বলে মনে করা হচ্ছে। এ বিষয়ে সরকারের পক্ষ থেকে বলা হয়েছে যে আগামী মাসের মধ্যে প্রয়োজনীয় ব্যবস্থা নেওয়া হবে। স্থানীয় জনগণ এই উদ্যোগকে স্বাগত জানিয়েছেন এবং দ্রুত বাস্তবায়নের দাবি করেছেন। বিশেষজ্ঞরা বলছেন, এই পদক্ষেপ দেশের অর্থনীতি ও সমাজে ইতিবাচক পরিবর্তন আনবে। তবে কিছু বিষয়ে এখনো আলোচনা চলছে এবং চূড়ান্ত সিদ্ধান্ত শিগগিরই জানানো হবে। <box>501 420 642 461</box>
list-item: 3. The fees for downloading the e-Tender Documents from the National e-GP System Portal, have to be deposited online through any registered Bank's Branches up to the date & time mentioned in the above table. <box>25 793 287 806</box>
article-body: লেখা নিউজ প্রতিবেদক জানিয়েছেন যে বিষয়টি নিয়ে সংশ্লিষ্ট কর্মকর্তারা বৈঠক করেছেন। দেশের বিভিন্ন অঞ্চলে এই সিদ্ধান্তের প্রভাব পড়বে বলে মনে করা হচ্ছে। এ বিষয়ে সরকারের পক্ষ থেকে বলা হয়েছে যে আগামী মাসের মধ্যে প্রয়োজনীয় ব্যবস্থা নেওয়া হবে। স্থানীয় জনগণ এই উদ্যোগকে স্বাগত জানিয়েছেন এবং দ্রুত বাস্তবায়নের দাবি করেছেন। বিশেষজ্ঞরা বলছেন, এই পদক্ষেপ দেশের অর্থনীতি ও সমাজে ইতিবাচক পরিবর্তন আনবে। তবে কিছু বিষয়ে এখনো আলোচনা চলছে এবং চূড়ান্ত সিদ্ধান্ত শিগগিরই জানানো হবে। <box>297 123 393 188</box>
headline: আমি নিজেও গুলের <box>410 316 484 326</box>
article-body: লেখা নিউজ প্রতিবেদক জানিয়েছেন যে বিষয়টি নিয়ে সংশ্লিষ্ট কর্মকর্তারা বৈঠক করেছেন। দেশের বিভিন্ন অঞ্চলে এই সিদ্ধান্তের প্রভাব পড়বে বলে মনে করা হচ্ছে। এ বিষয়ে সরকারের পক্ষ থেকে বলা হয়েছে যে আগামী মাসের মধ্যে প্রয়োজনীয় ব্যবস্থা নেওয়া হবে। স্থানীয় জনগণ এই উদ্যোগকে স্বাগত জানিয়েছেন এবং দ্রুত বাস্তবায়নের দাবি করেছেন। বিশেষজ্ঞরা বলছেন, এই পদক্ষেপ দেশের অর্থনীতি ও সমাজে ইতিবাচক পরিবর্তন আনবে। তবে কিছু বিষয়ে এখনো আলোচনা চলছে এবং চূড়ান্ত সিদ্ধান্ত শিগগিরই জানানো হবে। <box>297 327 393 392</box>
list-item: 5. The Tender Notice will be available on the website: www.ais.gov.bd <box>25 820 287 827</box>
article-body: লেখা নিউজ প্রতিবেদক জানিয়েছেন যে বিষয়টি নিয়ে সংশ্লিষ্ট কর্মকর্তারা বৈঠক করেছেন। দেশের বিভিন্ন অঞ্চলে এই সিদ্ধান্তের প্রভাব পড়বে বলে মনে করা হচ্ছে। এ বিষয়ে সরকারের পক্ষ থেকে বলা হয়েছে যে আগামী মাসের মধ্যে প্রয়োজনীয় ব্যবস্থা নেওয়া হবে। স্থানীয় জনগণ এই উদ্যোগকে স্বাগত জানিয়েছেন এবং দ্রুত বাস্তবায়নের দাবি করেছেন। বিশেষজ্ঞরা বলছেন, এই পদক্ষেপ দেশের অর্থনীতি ও সমাজে ইতিবাচক পরিবর্তন আনবে। তবে কিছু বিষয়ে এখনো আলোচনা চলছে এবং চূড়ান্ত সিদ্ধান্ত শিগগিরই জানানো হবে। <box>297 259 393 324</box>
article-body: লেখা নিউজ প্রতিবেদক জানিয়েছেন যে বিষয়টি নিয়ে সংশ্লিষ্ট কর্মকর্তারা বৈঠক করেছেন। দেশের বিভিন্ন অঞ্চলে এই সিদ্ধান্তের প্রভাব পড়বে বলে মনে করা হচ্ছে। এ বিষয়ে সরকারের পক্ষ থেকে বলা হয়েছে যে আগামী মাসের মধ্যে প্রয়োজনীয় ব্যবস্থা নেওয়া হবে। স্থানীয় জনগণ এই উদ্যোগকে স্বাগত জানিয়েছেন এবং দ্রুত বাস্তবায়নের দাবি করেছেন। বিশেষজ্ঞরা বলছেন, এই পদক্ষেপ দেশের অর্থনীতি ও সমাজে ইতিবাচক পরিবর্তন আনবে। তবে কিছু বিষয়ে এখনো আলোচনা চলছে এবং চূড়ান্ত সিদ্ধান্ত শিগগিরই জানানো হবে। <box>8 381 184 416</box>
article-body: লেখা নিউজ প্রতিবেদক জানিয়েছেন যে বিষয়টি নিয়ে সংশ্লিষ্ট কর্মকর্তারা বৈঠক করেছেন। দেশের বিভিন্ন অঞ্চলে এই সিদ্ধান্তের প্রভাব পড়বে বলে মনে করা হচ্ছে। এ বিষয়ে সরকারের পক্ষ থেকে বলা হয়েছে যে আগামী মাসের মধ্যে প্রয়োজনীয় ব্যবস্থা নেওয়া হবে। স্থানীয় জনগণ এই উদ্যোগকে স্বাগত জানিয়েছেন এবং দ্রুত বাস্তবায়নের দাবি করেছেন। বিশেষজ্ঞরা বলছেন, এই পদক্ষেপ দেশের অর্থনীতি ও সমাজে ইতিবাচক পরিবর্তন আনবে। তবে কিছু বিষয়ে এখনো আলোচনা চলছে এবং চূড়ান্ত সিদ্ধান্ত শিগগিরই জানানো হবে। <box>190 349 292 408</box>
article-body: লেখা নিউজ প্রতিবেদক জানিয়েছেন যে বিষয়টি নিয়ে সংশ্লিষ্ট কর্মকর্তারা বৈঠক করেছেন। দেশের বিভিন্ন অঞ্চলে এই সিদ্ধান্তের প্রভাব পড়বে বলে মনে করা হচ্ছে। এ বিষয়ে সরকারের পক্ষ থেকে বলা হয়েছে যে আগামী মাসের মধ্যে প্রয়োজনীয় ব্যবস্থা নেওয়া হবে। স্থানীয় জনগণ এই উদ্যোগকে স্বাগত জানিয়েছেন এবং দ্রুত বাস্তবায়নের দাবি করেছেন। বিশেষজ্ঞরা বলছেন, এই পদক্ষেপ দেশের অর্থনীতি ও সমাজে ইতিবাচক পরিবর্তন আনবে। তবে কিছু বিষয়ে এখনো আলোচনা চলছে এবং চূড়ান্ত সিদ্ধান্ত শিগগিরই জানানো হবে। <box>8 180 184 215</box>
article-body: লেখা নিউজ প্রতিবেদক জানিয়েছেন যে বিষয়টি নিয়ে সংশ্লিষ্ট কর্মকর্তারা বৈঠক করেছেন। দেশের বিভিন্ন অঞ্চলে এই সিদ্ধান্তের প্রভাব পড়বে বলে মনে করা হচ্ছে। এ বিষয়ে সরকারের পক্ষ থেকে বলা হয়েছে যে আগামী মাসের মধ্যে প্রয়োজনীয় ব্যবস্থা নেওয়া হবে। স্থানীয় জনগণ এই উদ্যোগকে স্বাগত জানিয়েছেন এবং দ্রুত বাস্তবায়নের দাবি করেছেন। বিশেষজ্ঞরা বলছেন, এই পদক্ষেপ দেশের অর্থনীতি ও সমাজে ইতিবাচক পরিবর্তন আনবে। তবে কিছু বিষয়ে এখনো আলোচনা চলছে এবং চূড়ান্ত সিদ্ধান্ত শিগগিরই জানানো হবে। <box>398 329 496 388</box>
article-body: লেখা নিউজ প্রতিবেদক জানিয়েছেন যে বিষয়টি নিয়ে সংশ্লিষ্ট কর্মকর্তারা বৈঠক করেছেন। দেশের বিভিন্ন অঞ্চলে এই সিদ্ধান্তের প্রভাব পড়বে বলে মনে করা হচ্ছে। এ বিষয়ে সরকারের পক্ষ থেকে বলা হয়েছে যে আগামী মাসের মধ্যে প্রয়োজনীয় ব্যবস্থা নেওয়া হবে। স্থানীয় জনগণ এই উদ্যোগকে স্বাগত জানিয়েছেন এবং দ্রুত বাস্তবায়নের দাবি করেছেন। বিশেষজ্ঞরা বলছেন, এই পদক্ষেপ দেশের অর্থনীতি ও সমাজে ইতিবাচক পরিবর্তন আনবে। তবে কিছু বিষয়ে এখনো আলোচনা চলছে এবং চূড়ান্ত সিদ্ধান্ত শিগগিরই জানানো হবে। <box>501 101 642 142</box>
article-body: লেখা নিউজ প্রতিবেদক জানিয়েছেন যে বিষয়টি নিয়ে সংশ্লিষ্ট কর্মকর্তারা বৈঠক করেছেন। দেশের বিভিন্ন অঞ্চলে এই সিদ্ধান্তের প্রভাব পড়বে বলে মনে করা হচ্ছে। এ বিষয়ে সরকারের পক্ষ থেকে বলা হয়েছে যে আগামী মাসের মধ্যে প্রয়োজনীয় ব্যবস্থা নেওয়া হবে। স্থানীয় জনগণ এই উদ্যোগকে স্বাগত জানিয়েছেন এবং দ্রুত বাস্তবায়নের দাবি করেছেন। বিশেষজ্ঞরা বলছেন, এই পদক্ষেপ দেশের অর্থনীতি ও সমাজে ইতিবাচক পরিবর্তন আনবে। তবে কিছু বিষয়ে এখনো আলোচনা চলছে এবং চূড়ান্ত সিদ্ধান্ত শিগগিরই জানানো হবে। <box>297 1211 393 1276</box>
list-item: 6. Authority reserves the right to cancel any for all works without any explanation. <box>25 826 287 833</box>
article-column-3 <box>297 44 393 1276</box>
table-row: 1. 1108676 AIS-2024-25/ Supply of printing materials for press 21.04.2025 10.00 12.05.2025 11.00 12.05.2025 12.00 12.05.2025 12.00 <box>16 755 287 770</box>
article-body: লেখা নিউজ প্রতিবেদক জানিয়েছেন যে বিষয়টি নিয়ে সংশ্লিষ্ট কর্মকর্তারা বৈঠক করেছেন। দেশের বিভিন্ন অঞ্চলে এই সিদ্ধান্তের প্রভাব পড়বে বলে মনে করা হচ্ছে। এ বিষয়ে সরকারের পক্ষ থেকে বলা হয়েছে যে আগামী মাসের মধ্যে প্রয়োজনীয় ব্যবস্থা নেওয়া হবে। স্থানীয় জনগণ এই উদ্যোগকে স্বাগত জানিয়েছেন এবং দ্রুত বাস্তবায়নের দাবি করেছেন। বিশেষজ্ঞরা বলছেন, এই পদক্ষেপ দেশের অর্থনীতি ও সমাজে ইতিবাচক পরিবর্তন আনবে। তবে কিছু বিষয়ে এখনো আলোচনা চলছে এবং চূড়ান্ত সিদ্ধান্ত শিগগিরই জানানো হবে। <box>190 557 292 616</box>
article-body: লেখা নিউজ প্রতিবেদক জানিয়েছেন যে বিষয়টি নিয়ে সংশ্লিষ্ট কর্মকর্তারা বৈঠক করেছেন। দেশের বিভিন্ন অঞ্চলে এই সিদ্ধান্তের প্রভাব পড়বে বলে মনে করা হচ্ছে। এ বিষয়ে সরকারের পক্ষ থেকে বলা হয়েছে যে আগামী মাসের মধ্যে প্রয়োজনীয় ব্যবস্থা নেওয়া হবে। স্থানীয় জনগণ এই উদ্যোগকে স্বাগত জানিয়েছেন এবং দ্রুত বাস্তবায়নের দাবি করেছেন। বিশেষজ্ঞরা বলছেন, এই পদক্ষেপ দেশের অর্থনীতি ও সমাজে ইতিবাচক পরিবর্তন আনবে। তবে কিছু বিষয়ে এখনো আলোচনা চলছে এবং চূড়ান্ত সিদ্ধান্ত শিগগিরই জানানো হবে। <box>190 484 292 543</box>
headline: দেশে এপ্রিলের মধ্যে ভোটের <box>53 218 139 227</box>
tender-title: e-Tender Notice <box>127 718 175 727</box>
ad-notice-title: দরপত্র বিজ্ঞপ্তি নং-০১/২০২৪-২০২৫ ও ০১/২০২৪-২০২৫ <box>437 596 602 604</box>
